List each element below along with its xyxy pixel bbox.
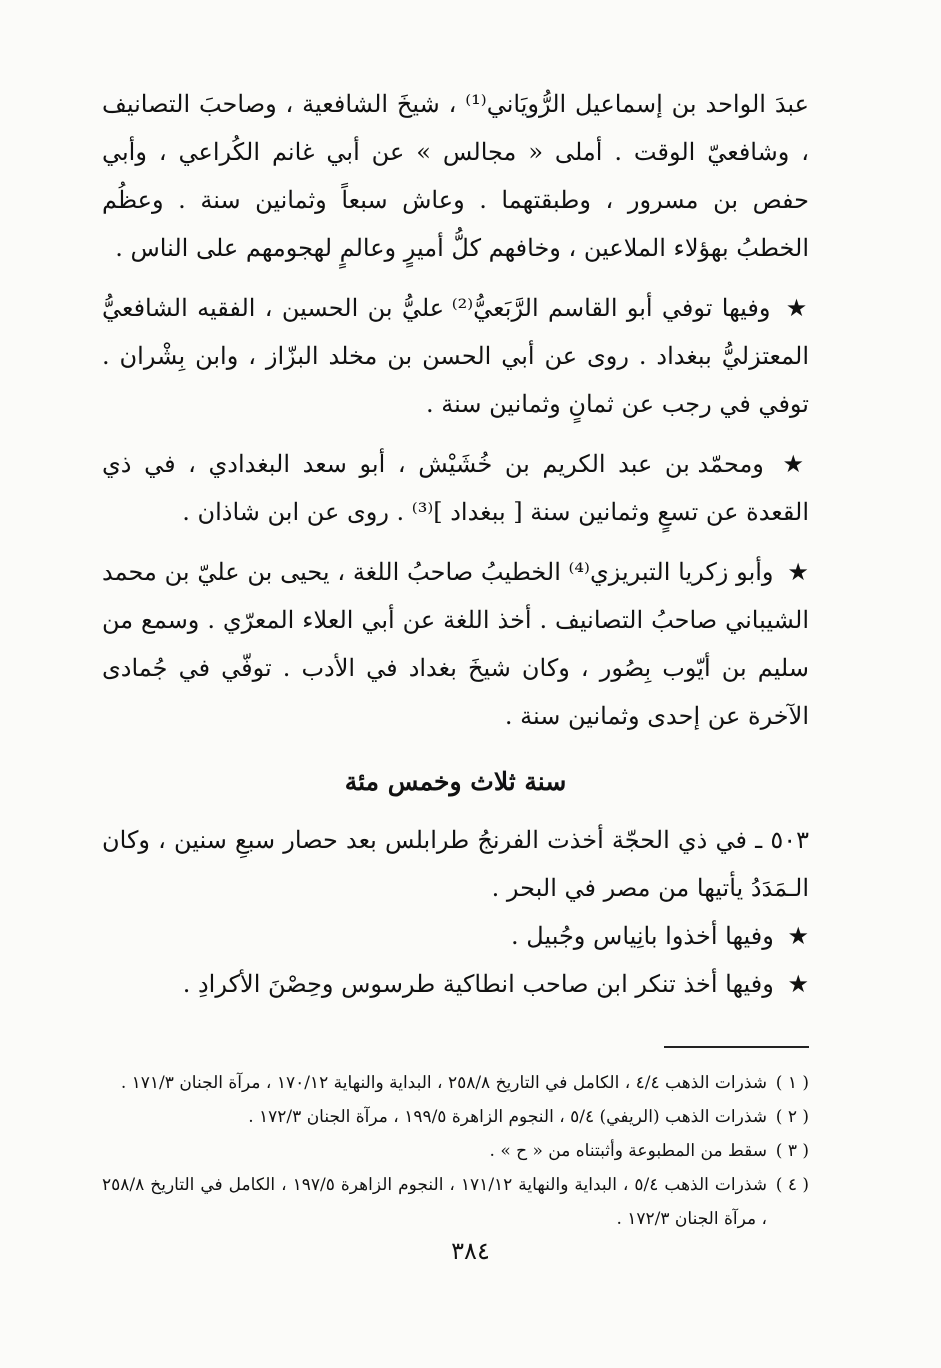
footnote-divider <box>664 1046 809 1048</box>
footnote-number: ( ٣ ) <box>775 1141 809 1161</box>
footnote-3 <box>102 1134 809 1168</box>
footnote-text: سقط من المطبوعة وأثبتناه من « ح » . <box>489 1141 767 1161</box>
footnote-number: ( ٢ ) <box>775 1107 809 1127</box>
footnote-1 <box>102 1066 809 1100</box>
star-icon: ★ <box>787 922 809 950</box>
footnote-number: ( ٤ ) <box>775 1175 809 1195</box>
entry-text: وفيها توفي أبو القاسم الرَّبَعيُّ⁽²⁾ عليُّ بن الحسين ، الفقيه الشافعيُّ المعتزليُّ ببغداد . روى عن أبي الحسن بن مخلد البزّاز ، وابن بِشْران . توفي في رجب عن ثمانٍ وثمانين سنة . <box>102 294 809 418</box>
star-icon: ★ <box>787 558 810 586</box>
star-icon: ★ <box>782 450 809 478</box>
entry-khushaysh <box>102 440 809 536</box>
section-heading: سنة ثلاث وخمس مئة <box>344 767 567 796</box>
page-number: ٣٨٤ <box>451 1237 490 1265</box>
footnote-number: ( ١ ) <box>775 1073 809 1093</box>
entry-text: وفيها أخذوا بانِياس وجُبيل . <box>511 922 774 950</box>
entry-text: وفيها أخذ تنكر ابن صاحب انطاكية طرسوس وحِصْنَ الأكرادِ . <box>182 970 774 998</box>
entry-rabai <box>102 284 809 428</box>
footnote-text: شذرات الذهب ٤/٤ ، الكامل في التاريخ ٢٥٨/٨ ، البداية والنهاية ١٧٠/١٢ ، مرآة الجنان ١٧١/٣ . <box>120 1073 767 1093</box>
footnote-2 <box>102 1100 809 1134</box>
entry-text: وأبو زكريا التبريزي⁽⁴⁾ الخطيبُ صاحبُ اللغة ، يحيى بن عليّ بن محمد الشيباني صاحبُ التصانيف . أخذ اللغة عن أبي العلاء المعرّي . وسمع من سليم بن أيّوب بِصُور ، وكان شيخَ بغداد في الأدب . توفّي في جُمادى الآخرة عن إحدى وثمانين سنة . <box>102 558 809 730</box>
footnote-text: شذرات الذهب (الريفي) ٥/٤ ، النجوم الزاهرة ١٩٩/٥ ، مرآة الجنان ١٧٢/٣ . <box>248 1107 767 1127</box>
entry-text: ومحمّد بن عبد الكريم بن خُشَيْش ، أبو سعد البغدادي ، في ذي القعدة عن تسعٍ وثمانين سنة [ ببغداد ]⁽³⁾ . روى عن ابن شاذان . <box>102 450 809 526</box>
footnote-text: شذرات الذهب ٥/٤ ، البداية والنهاية ١٧١/١٢ ، النجوم الزاهرة ١٩٧/٥ ، الكامل في التاريخ ٢٥٨/٨ ، مرآة الجنان ١٧٢/٣ . <box>102 1175 767 1229</box>
paragraph-1: عبدَ الواحد بن إسماعيل الرُّويَاني⁽¹⁾ ، شيخَ الشافعية ، وصاحبَ التصانيف ، وشافعيّ الوقت . أملى « مجالس » عن أبي غانم الكُراعي ، وأبي حفص بن مسرور ، وطبقتهما . وعاش سبعاً وثمانين سنة . وعظُم الخطبُ بهؤلاء الملاعين ، وخافهم كلُّ أميرٍ وعالمٍ لهجومهم على الناس . <box>102 90 809 262</box>
footnote-4 <box>102 1168 809 1236</box>
star-icon: ★ <box>787 970 809 998</box>
section-line-2 <box>102 912 809 960</box>
star-icon: ★ <box>785 294 810 322</box>
section-line-3 <box>102 960 809 1008</box>
footnotes <box>102 1066 809 1236</box>
year-entry: ٥٠٣ ـ في ذي الحجّة أخذت الفرنجُ طرابلس بعد حصار سبعِ سنين ، وكان الـمَدَدُ يأتيها من مصر في البحر . <box>102 826 809 902</box>
entry-tabrizi <box>102 548 809 740</box>
